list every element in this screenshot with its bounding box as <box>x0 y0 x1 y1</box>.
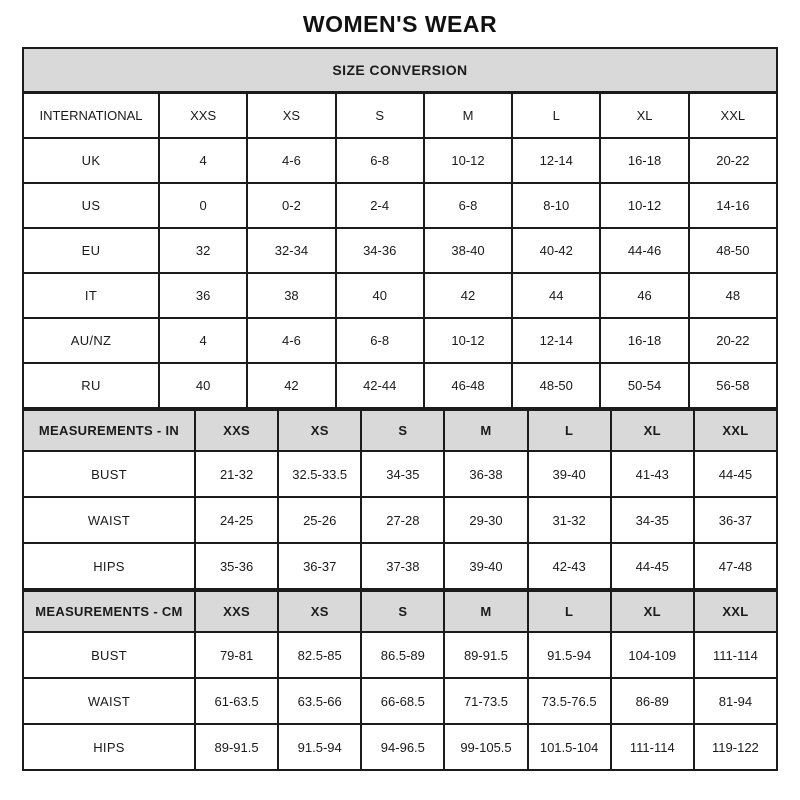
table-row <box>23 724 777 770</box>
table-cell: 94-96.5 <box>361 724 444 770</box>
table-cell: 56-58 <box>689 363 777 408</box>
column-header: XXL <box>689 93 777 139</box>
table-cell: 38-40 <box>424 228 512 273</box>
row-label: HIPS <box>23 543 195 589</box>
table-cell: 71-73.5 <box>444 678 527 724</box>
table-cell: 32 <box>159 228 247 273</box>
table-cell: 79-81 <box>195 632 278 678</box>
column-header: XS <box>247 93 335 139</box>
table-cell: 27-28 <box>361 497 444 543</box>
column-header: S <box>361 591 444 632</box>
table-cell: 0 <box>159 183 247 228</box>
measurements-cm-title: MEASUREMENTS - CM <box>23 591 195 632</box>
table-cell: 104-109 <box>611 632 694 678</box>
table-cell: 42-44 <box>336 363 424 408</box>
table-cell: 39-40 <box>528 451 611 497</box>
column-header: L <box>512 93 600 139</box>
table-cell: 6-8 <box>336 318 424 363</box>
table-cell: 34-36 <box>336 228 424 273</box>
table-cell: 61-63.5 <box>195 678 278 724</box>
measurements-in-table <box>22 409 778 590</box>
row-label: EU <box>23 228 159 273</box>
table-cell: 4-6 <box>247 318 335 363</box>
table-cell: 41-43 <box>611 451 694 497</box>
table-row <box>23 363 777 408</box>
table-row <box>23 451 777 497</box>
table-cell: 111-114 <box>694 632 777 678</box>
column-header: XXL <box>694 410 777 451</box>
table-cell: 10-12 <box>600 183 688 228</box>
table-cell: 101.5-104 <box>528 724 611 770</box>
table-cell: 10-12 <box>424 318 512 363</box>
table-cell: 12-14 <box>512 138 600 183</box>
column-header: S <box>361 410 444 451</box>
table-cell: 48-50 <box>689 228 777 273</box>
table-row <box>23 138 777 183</box>
table-title-row <box>23 48 777 93</box>
table-cell: 6-8 <box>424 183 512 228</box>
row-label: BUST <box>23 632 195 678</box>
table-cell: 44-45 <box>611 543 694 589</box>
row-label: UK <box>23 138 159 183</box>
column-header: M <box>424 93 512 139</box>
table-row <box>23 632 777 678</box>
table-row <box>23 543 777 589</box>
table-cell: 21-32 <box>195 451 278 497</box>
row-label: US <box>23 183 159 228</box>
column-header: L <box>528 591 611 632</box>
table-cell: 50-54 <box>600 363 688 408</box>
column-header-row <box>23 93 777 139</box>
table-cell: 42 <box>424 273 512 318</box>
table-row <box>23 183 777 228</box>
column-header: M <box>444 591 527 632</box>
table-cell: 111-114 <box>611 724 694 770</box>
table-cell: 48-50 <box>512 363 600 408</box>
table-cell: 20-22 <box>689 318 777 363</box>
page-title: WOMEN'S WEAR <box>302 11 498 37</box>
table-cell: 40 <box>159 363 247 408</box>
table-cell: 91.5-94 <box>278 724 361 770</box>
column-header: XL <box>611 591 694 632</box>
column-header: XXS <box>195 591 278 632</box>
table-cell: 63.5-66 <box>278 678 361 724</box>
row-label: HIPS <box>23 724 195 770</box>
table-cell: 82.5-85 <box>278 632 361 678</box>
table-cell: 91.5-94 <box>528 632 611 678</box>
table-cell: 73.5-76.5 <box>528 678 611 724</box>
column-header-row <box>23 410 777 451</box>
table-cell: 48 <box>689 273 777 318</box>
row-label: WAIST <box>23 678 195 724</box>
table-cell: 40 <box>336 273 424 318</box>
table-cell: 44-45 <box>694 451 777 497</box>
column-header: XXS <box>159 93 247 139</box>
table-cell: 4-6 <box>247 138 335 183</box>
column-header: INTERNATIONAL <box>23 93 159 139</box>
table-cell: 4 <box>159 318 247 363</box>
table-cell: 37-38 <box>361 543 444 589</box>
table-cell: 99-105.5 <box>444 724 527 770</box>
table-cell: 36-38 <box>444 451 527 497</box>
table-cell: 66-68.5 <box>361 678 444 724</box>
table-cell: 46 <box>600 273 688 318</box>
column-header: XXS <box>195 410 278 451</box>
table-cell: 86-89 <box>611 678 694 724</box>
table-cell: 35-36 <box>195 543 278 589</box>
table-cell: 16-18 <box>600 138 688 183</box>
column-header: M <box>444 410 527 451</box>
table-cell: 6-8 <box>336 138 424 183</box>
table-cell: 42-43 <box>528 543 611 589</box>
table-cell: 39-40 <box>444 543 527 589</box>
table-cell: 46-48 <box>424 363 512 408</box>
table-cell: 34-35 <box>361 451 444 497</box>
measurements-cm-table <box>22 590 778 771</box>
row-label: AU/NZ <box>23 318 159 363</box>
table-cell: 14-16 <box>689 183 777 228</box>
column-header: XS <box>278 591 361 632</box>
table-cell: 44 <box>512 273 600 318</box>
size-conversion-table <box>22 47 778 409</box>
table-cell: 40-42 <box>512 228 600 273</box>
column-header: XS <box>278 410 361 451</box>
table-cell: 38 <box>247 273 335 318</box>
table-cell: 25-26 <box>278 497 361 543</box>
column-header: S <box>336 93 424 139</box>
table-cell: 34-35 <box>611 497 694 543</box>
measurements-in-title: MEASUREMENTS - IN <box>23 410 195 451</box>
table-cell: 44-46 <box>600 228 688 273</box>
row-label: WAIST <box>23 497 195 543</box>
table-cell: 29-30 <box>444 497 527 543</box>
row-label: RU <box>23 363 159 408</box>
table-cell: 36 <box>159 273 247 318</box>
table-cell: 36-37 <box>694 497 777 543</box>
table-cell: 89-91.5 <box>195 724 278 770</box>
table-cell: 12-14 <box>512 318 600 363</box>
column-header: XL <box>611 410 694 451</box>
table-cell: 20-22 <box>689 138 777 183</box>
row-label: IT <box>23 273 159 318</box>
column-header: XXL <box>694 591 777 632</box>
table-cell: 24-25 <box>195 497 278 543</box>
row-label: BUST <box>23 451 195 497</box>
table-row <box>23 273 777 318</box>
column-header: L <box>528 410 611 451</box>
table-cell: 31-32 <box>528 497 611 543</box>
table-cell: 86.5-89 <box>361 632 444 678</box>
table-cell: 10-12 <box>424 138 512 183</box>
table-cell: 81-94 <box>694 678 777 724</box>
table-row <box>23 497 777 543</box>
table-cell: 47-48 <box>694 543 777 589</box>
table-row <box>23 318 777 363</box>
table-cell: 16-18 <box>600 318 688 363</box>
table-row <box>23 678 777 724</box>
table-cell: 36-37 <box>278 543 361 589</box>
table-cell: 42 <box>247 363 335 408</box>
table-cell: 32.5-33.5 <box>278 451 361 497</box>
table-cell: 4 <box>159 138 247 183</box>
table-cell: 32-34 <box>247 228 335 273</box>
table-cell: 119-122 <box>694 724 777 770</box>
table-cell: 2-4 <box>336 183 424 228</box>
table-cell: 0-2 <box>247 183 335 228</box>
table-row <box>23 228 777 273</box>
column-header: XL <box>600 93 688 139</box>
table-cell: 8-10 <box>512 183 600 228</box>
table-cell: 89-91.5 <box>444 632 527 678</box>
column-header-row <box>23 591 777 632</box>
size-conversion-title: SIZE CONVERSION <box>23 48 777 93</box>
